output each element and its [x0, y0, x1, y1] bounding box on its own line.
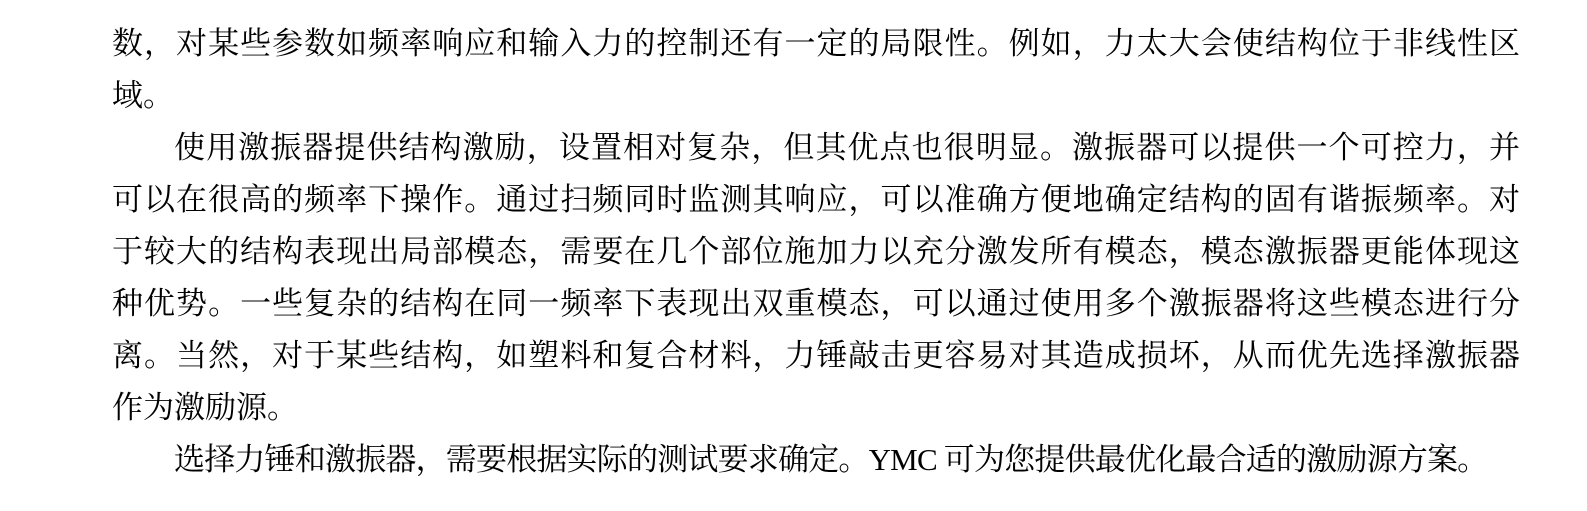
text-line: 域。	[112, 78, 174, 113]
text-line: 种优势。一些复杂的结构在同一频率下表现出双重模态，可以通过使用多个激振器将这些模态进行分	[112, 286, 1520, 321]
text-line: 作为激励源。	[112, 390, 298, 425]
text-line: 离。当然，对于某些结构，如塑料和复合材料，力锤敲击更容易对其造成损坏，从而优先选择激振器	[112, 338, 1520, 373]
text-line: 使用激振器提供结构激励，设置相对复杂，但其优点也很明显。激振器可以提供一个可控力，并	[174, 130, 1520, 165]
paragraph	[112, 122, 1520, 434]
text-line: 数，对某些参数如频率响应和输入力的控制还有一定的局限性。例如，力太大会使结构位于非线性区	[112, 26, 1520, 61]
text-line: 于较大的结构表现出局部模态，需要在几个部位施加力以充分激发所有模态，模态激振器更能体现这	[112, 234, 1520, 269]
text-line: 可以在很高的频率下操作。通过扫频同时监测其响应，可以准确方便地确定结构的固有谐振频率。对	[112, 182, 1520, 217]
paragraph	[112, 18, 1520, 122]
text-line: 选择力锤和激振器，需要根据实际的测试要求确定。YMC 可为您提供最优化最合适的激励源方案。	[174, 442, 1488, 477]
paragraph	[112, 434, 1520, 486]
